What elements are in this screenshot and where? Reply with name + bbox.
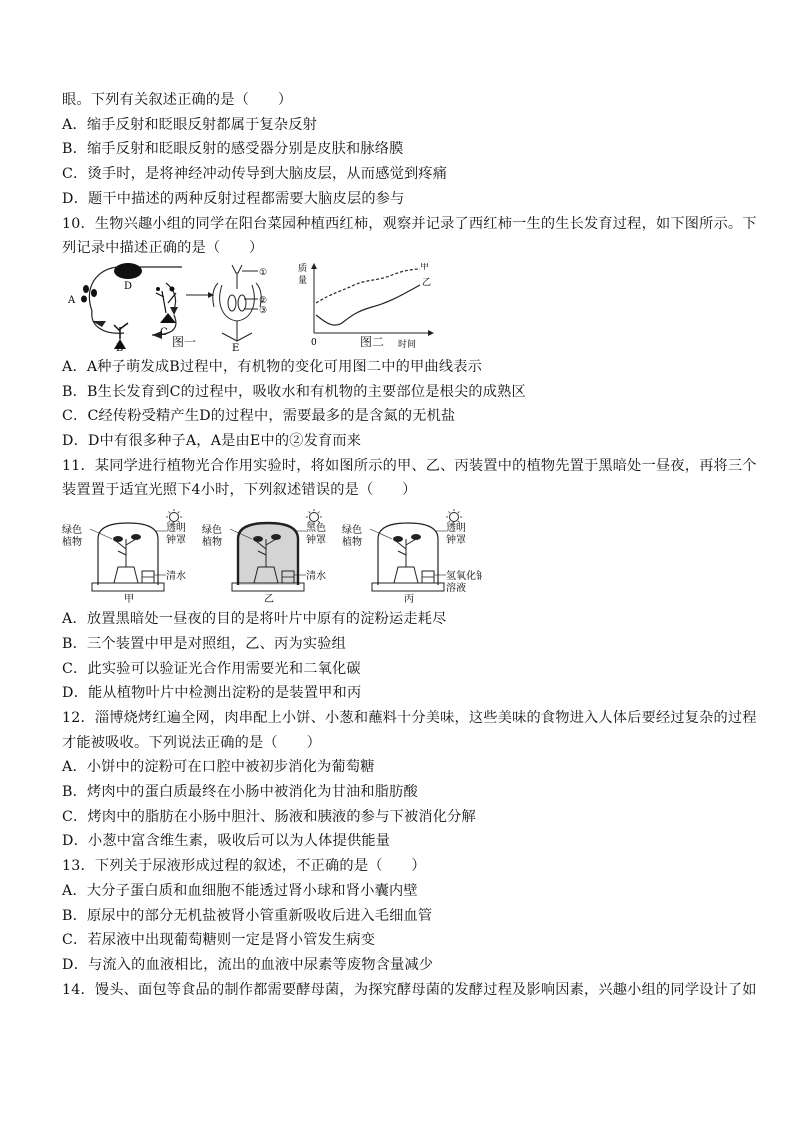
stage-label-b: B bbox=[116, 342, 124, 351]
exam-page bbox=[62, 88, 757, 1002]
cover-label: 钟罩 bbox=[166, 535, 186, 547]
question-block-bottom bbox=[62, 607, 757, 1002]
figure-10 bbox=[62, 263, 742, 351]
option-c: C．C经传粉受精产生D的过程中，需要最多的是含氮的无机盐 bbox=[62, 408, 456, 425]
option-d: D．小葱中富含维生素，吸收后可以为人体提供能量 bbox=[62, 833, 391, 850]
text-line: 眼。下列有关叙述正确的是（ ） bbox=[62, 92, 293, 108]
flower-part-2: ② bbox=[259, 295, 268, 306]
option-a: A．小饼中的淀粉可在口腔中被初步消化为葡萄糖 bbox=[62, 759, 375, 776]
option-a: A．放置黑暗处一昼夜的目的是将叶片中原有的淀粉运走耗尽 bbox=[62, 611, 447, 628]
base-tray bbox=[92, 583, 164, 591]
figure-10-svg bbox=[62, 263, 742, 351]
series-label-yi: 乙 bbox=[422, 277, 432, 288]
plant-stem bbox=[396, 539, 416, 567]
question-13-stem: 13．下列关于尿液形成过程的叙述，不正确的是（ ） bbox=[62, 858, 426, 875]
graph-ylabel-top: 质 bbox=[298, 263, 308, 274]
option-c: C．烤肉中的脂肪在小肠中胆汁、肠液和胰液的参与下被消化分解 bbox=[62, 808, 476, 825]
stage-label-d: D bbox=[124, 280, 133, 292]
question-10-stem: 10．生物兴趣小组的同学在阳台菜园种植西红柿，观察并记录了西红柿一生的生长发育过程，如下图所示。下 bbox=[62, 215, 757, 232]
plant-label: 绿色 bbox=[202, 525, 222, 537]
cover-label: 透明 bbox=[446, 523, 466, 535]
plant-label: 植物 bbox=[62, 537, 82, 549]
fruit-d-icon bbox=[114, 263, 142, 279]
cover-label: 透明 bbox=[166, 523, 186, 535]
plant-label: 植物 bbox=[202, 537, 222, 549]
option-d: D．题干中描述的两种反射过程都需要大脑皮层的参与 bbox=[62, 190, 405, 207]
flower-part-3: ③ bbox=[259, 305, 268, 316]
option-b: B．三个装置中甲是对照组，乙、丙为实验组 bbox=[62, 635, 346, 652]
setup-yi bbox=[202, 509, 326, 603]
plant-label: 绿色 bbox=[62, 525, 82, 537]
liquid-label: 清水 bbox=[306, 571, 326, 583]
figure-11-svg bbox=[62, 509, 482, 603]
option-a: A．A种子萌发成B过程中，有机物的变化可用图二中的甲曲线表示 bbox=[62, 358, 482, 375]
bell-jar bbox=[238, 523, 298, 585]
option-c: C．若尿液中出现葡萄糖则一定是肾小管发生病变 bbox=[62, 932, 376, 949]
option-c: C．烫手时，是将神经冲动传导到大脑皮层，从而感觉到疼痛 bbox=[62, 166, 448, 183]
option-d: D．能从植物叶片中检测出淀粉的是装置甲和丙 bbox=[62, 685, 362, 702]
plant-label: 绿色 bbox=[342, 525, 362, 537]
flower-e-diagram bbox=[213, 265, 261, 341]
base-tray bbox=[372, 583, 444, 591]
bell-jar bbox=[378, 523, 438, 585]
liquid-label: 清水 bbox=[166, 571, 186, 583]
question-block-top bbox=[62, 88, 757, 261]
liquid-label: 氢氧化钠 bbox=[446, 571, 482, 583]
caption-figure-1: 图一 bbox=[172, 334, 197, 349]
graph-origin: 0 bbox=[311, 337, 317, 348]
setup-name: 乙 bbox=[264, 594, 274, 604]
option-b: B．烤肉中的蛋白质最终在小肠中被消化为甘油和脂肪酸 bbox=[62, 784, 418, 801]
question-11-stem: 11．某同学进行植物光合作用实验时，将如图所示的甲、乙、丙装置中的植物先置于黑暗处一昼夜，再将三个 bbox=[62, 457, 757, 474]
mass-time-graph bbox=[311, 263, 434, 336]
cover-label: 黑色 bbox=[306, 523, 326, 535]
graph-ylabel-bottom: 量 bbox=[298, 275, 308, 286]
option-c: C．此实验可以验证光合作用需要光和二氧化碳 bbox=[62, 660, 361, 677]
option-b: B．缩手反射和眨眼反射的感受器分别是皮肤和脉络膜 bbox=[62, 141, 404, 158]
setup-name: 甲 bbox=[124, 594, 134, 604]
question-14-stem: 14．馒头、面包等食品的制作都需要酵母菌，为探究酵母菌的发酵过程及影响因素，兴趣小组的同学设计了如 bbox=[62, 981, 757, 998]
cover-label: 钟罩 bbox=[446, 535, 466, 547]
figure-11 bbox=[62, 509, 742, 603]
flower-part-1: ① bbox=[259, 267, 268, 278]
bell-jar bbox=[98, 523, 158, 585]
plant-pot bbox=[114, 567, 138, 583]
question-block-mid bbox=[62, 355, 757, 503]
curve-yi bbox=[316, 285, 420, 325]
leaf bbox=[271, 534, 281, 540]
question-12-stem: 12．淄博烧烤红遍全网，肉串配上小饼、小葱和蘸料十分美味，这些美味的食物进入人体后要经过复杂的过程 bbox=[62, 709, 757, 726]
liquid-label: 溶液 bbox=[446, 583, 466, 595]
question-10-stem-cont: 列记录中描述正确的是（ ） bbox=[62, 240, 264, 257]
question-11-stem-cont: 装置置于适宜光照下4小时，下列叙述错误的是（ ） bbox=[62, 482, 417, 499]
setup-jia bbox=[62, 509, 186, 603]
graph-xlabel: 时间 bbox=[398, 339, 417, 350]
caption-figure-2: 图二 bbox=[360, 334, 385, 349]
option-a: A．大分子蛋白质和血细胞不能透过肾小球和肾小囊内壁 bbox=[62, 882, 418, 899]
stage-label-c: C bbox=[160, 326, 168, 338]
leaf bbox=[131, 534, 141, 540]
cover-label: 钟罩 bbox=[306, 535, 326, 547]
setup-bing bbox=[342, 509, 482, 603]
option-a: A．缩手反射和眨眼反射都属于复杂反射 bbox=[62, 116, 318, 133]
leaf bbox=[411, 534, 421, 540]
leaf bbox=[113, 536, 123, 542]
option-d: D．与流入的血液相比，流出的血液中尿素等废物含量减少 bbox=[62, 956, 434, 973]
plant-label: 植物 bbox=[342, 537, 362, 549]
series-label-jia: 甲 bbox=[420, 262, 430, 272]
option-b: B．B生长发育到C的过程中，吸收水和有机物的主要部位是根尖的成熟区 bbox=[62, 383, 526, 400]
stage-label-a: A bbox=[68, 294, 76, 306]
option-d: D．D中有很多种子A，A是由E中的②发育而来 bbox=[62, 433, 362, 450]
plant-stem bbox=[116, 539, 136, 567]
stage-label-e: E bbox=[232, 342, 240, 351]
leaf bbox=[253, 536, 263, 542]
leaf bbox=[393, 536, 403, 542]
curve-jia bbox=[316, 269, 420, 303]
question-12-stem-cont: 才能被吸收。下列说法正确的是（ ） bbox=[62, 734, 321, 751]
option-b: B．原尿中的部分无机盐被肾小管重新吸收后进入毛细血管 bbox=[62, 907, 433, 924]
plant-pot bbox=[394, 567, 418, 583]
setup-name: 丙 bbox=[404, 594, 414, 604]
pointer-arrow bbox=[186, 292, 214, 298]
